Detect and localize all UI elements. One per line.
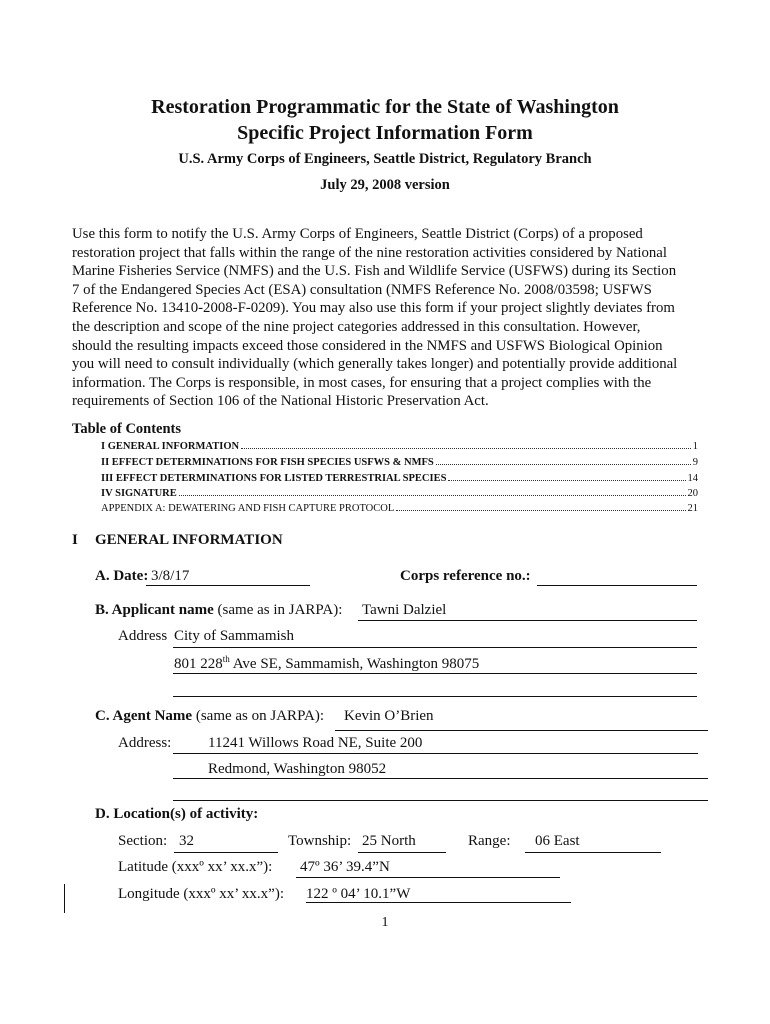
agent-label: C. Agent Name	[95, 708, 193, 724]
toc-entry-label: I GENERAL INFORMATION	[101, 441, 240, 452]
longitude-label: Longitude (xxxº xx’ xx.x”):	[118, 886, 285, 902]
applicant-note: (same as in JARPA):	[217, 602, 343, 618]
intro-line: Reference No. 13410-2008-F-0209). You may also use this form if your project slightly deviates from	[72, 300, 675, 317]
section-field[interactable]: 32	[179, 833, 194, 849]
toc-entry-label: III EFFECT DETERMINATIONS FOR LISTED TERRESTRIAL SPECIES	[101, 473, 447, 484]
toc-entry-appendix-a[interactable]	[101, 501, 698, 514]
toc-leader-dots	[436, 464, 691, 465]
agent-address-underline-2	[173, 778, 708, 779]
applicant-address-label: Address	[118, 628, 168, 644]
applicant-address-underline-3[interactable]	[173, 696, 697, 697]
intro-line: 7 of the Endangered Species Act (ESA) consultation (NMFS Reference No. 2008/03598; USFWS	[72, 281, 652, 298]
intro-line: information. The Corps is responsible, in most cases, for ensuring that a project complies with the	[72, 374, 652, 391]
agency-line: U.S. Army Corps of Engineers, Seattle District, Regulatory Branch	[178, 151, 592, 167]
applicant-name-field[interactable]: Tawni Dalziel	[362, 602, 447, 618]
applicant-label: B. Applicant name	[95, 602, 214, 618]
range-field[interactable]: 06 East	[535, 833, 580, 849]
applicant-label-row	[95, 602, 342, 619]
date-underline	[146, 585, 310, 586]
toc-entry-page: 1	[692, 441, 698, 452]
form-subtitle: Specific Project Information Form	[237, 122, 533, 144]
township-label: Township:	[288, 833, 352, 849]
intro-line: requirements of Section 106 of the National Historic Preservation Act.	[72, 393, 489, 410]
toc-entry-label: IV SIGNATURE	[101, 488, 177, 499]
section-underline	[174, 852, 278, 853]
toc-entry-signature[interactable]	[101, 486, 698, 499]
page-number: 1	[381, 915, 389, 930]
agent-label-row	[95, 708, 324, 725]
intro-line: Marine Fisheries Service (NMFS) and the U.S. Fish and Wildlife Service (USFWS) during its Section	[72, 263, 677, 280]
intro-line: the description and scope of the nine project categories addressed in this consultation. However,	[72, 318, 641, 335]
toc-leader-dots	[396, 510, 685, 511]
toc-entry-page: 21	[687, 503, 698, 514]
text-cursor	[64, 884, 65, 913]
section-title: GENERAL INFORMATION	[95, 532, 283, 548]
latitude-underline	[296, 877, 560, 878]
range-underline	[525, 852, 661, 853]
applicant-address-underline-1	[173, 647, 697, 648]
toc-entry-label: II EFFECT DETERMINATIONS FOR FISH SPECIES USFWS & NMFS	[101, 457, 434, 468]
agent-address-line-2[interactable]: Redmond, Washington 98052	[208, 761, 387, 777]
corps-reference-label: Corps reference no.:	[400, 568, 531, 584]
intro-line: Use this form to notify the U.S. Army Corps of Engineers, Seattle District (Corps) of a proposed	[72, 226, 643, 242]
latitude-field[interactable]: 47º 36’ 39.4”N	[300, 859, 390, 875]
toc-leader-dots	[241, 448, 691, 449]
intro-paragraph	[72, 225, 712, 411]
form-title: Restoration Programmatic for the State of Washington	[151, 96, 619, 118]
toc-entry-label: APPENDIX A: DEWATERING AND FISH CAPTURE PROTOCOL	[101, 503, 395, 514]
latitude-label: Latitude (xxxº xx’ xx.x”):	[118, 859, 273, 875]
toc-leader-dots	[448, 480, 685, 481]
toc-leader-dots	[179, 495, 686, 496]
intro-line: restoration project that falls within the range of the nine restoration activities considered by National	[72, 244, 667, 261]
toc-heading: Table of Contents	[72, 421, 182, 437]
toc-entry-page: 9	[692, 457, 698, 468]
applicant-address-underline-2	[173, 673, 697, 674]
version-line: July 29, 2008 version	[320, 177, 450, 193]
agent-underline	[335, 730, 708, 731]
toc-entry-terrestrial-species[interactable]	[101, 471, 698, 484]
range-label: Range:	[468, 833, 511, 849]
applicant-address-line-2[interactable]: 801 228th Ave SE, Sammamish, Washington 98075	[174, 654, 480, 672]
agent-address-underline-3[interactable]	[173, 800, 708, 801]
location-label: D. Location(s) of activity:	[95, 806, 259, 822]
section-number: I	[72, 532, 78, 548]
corps-reference-underline	[537, 585, 697, 586]
township-underline	[358, 852, 446, 853]
applicant-underline	[358, 620, 697, 621]
township-field[interactable]: 25 North	[362, 833, 416, 849]
agent-address-label: Address:	[118, 735, 172, 751]
intro-line: should the resulting impacts exceed those considered in the NMFS and USFWS Biological Opinion	[72, 337, 663, 354]
agent-note: (same as on JARPA):	[195, 708, 325, 724]
agent-name-field[interactable]: Kevin O’Brien	[344, 708, 434, 724]
toc-entry-page: 14	[687, 473, 698, 484]
date-field[interactable]: 3/8/17	[151, 568, 190, 584]
agent-address-line-1[interactable]: 11241 Willows Road NE, Suite 200	[208, 735, 423, 751]
agent-address-underline-1	[173, 753, 698, 754]
applicant-address-line-1[interactable]: City of Sammamish	[174, 628, 294, 644]
date-label: A. Date:	[95, 568, 149, 584]
toc-entry-general-information[interactable]	[101, 439, 698, 452]
toc-entry-page: 20	[687, 488, 698, 499]
longitude-field[interactable]: 122 º 04’ 10.1”W	[306, 886, 411, 902]
section-label: Section:	[118, 833, 168, 849]
intro-line: you will need to consult individually (which generally takes longer) and potentially provide additional	[72, 356, 678, 373]
toc-entry-fish-species[interactable]	[101, 455, 698, 468]
